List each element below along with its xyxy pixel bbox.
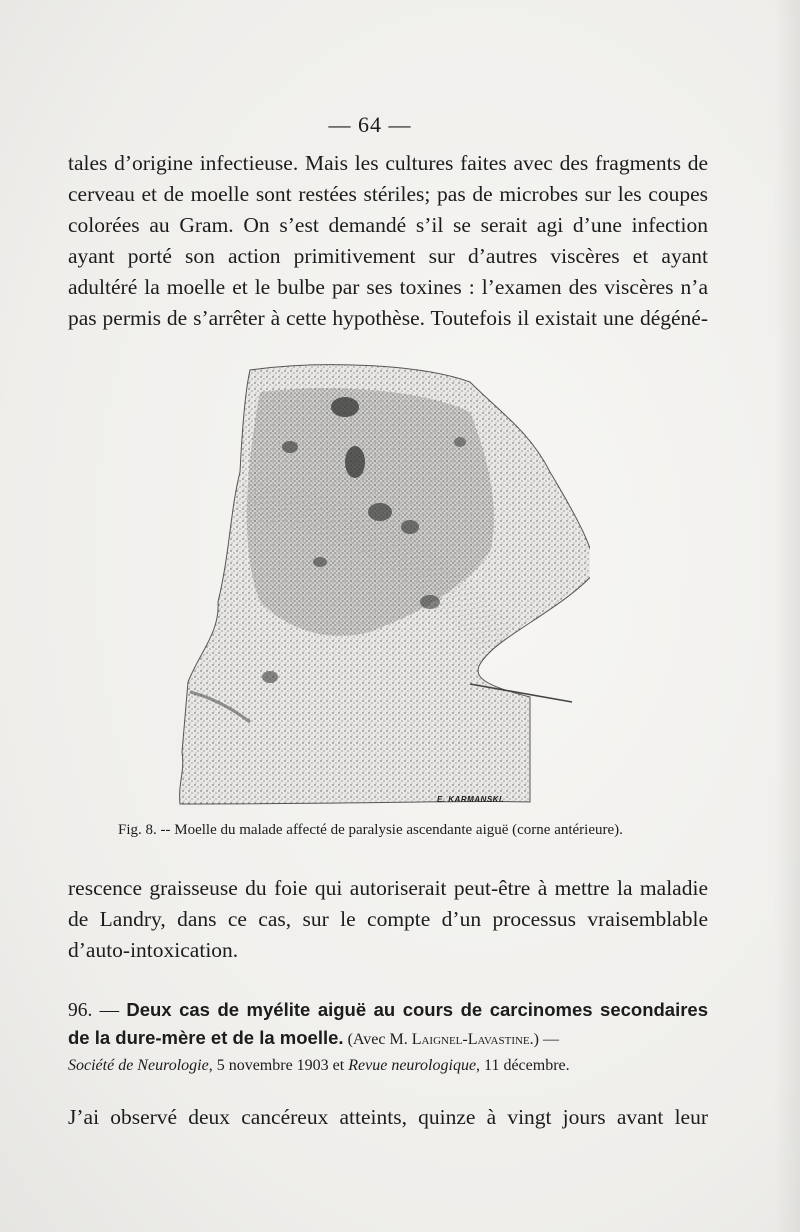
page-number: — 64 — xyxy=(328,112,412,137)
section-heading xyxy=(68,996,708,1053)
figure-spinal-cord-illustration xyxy=(170,352,590,807)
date-second: , 11 décembre. xyxy=(476,1057,570,1074)
section-96 xyxy=(68,996,708,1079)
engraver-signature: E. KARMANSKI. xyxy=(437,795,505,804)
paragraph-observation: J’ai observé deux cancéreux atteints, quinze à vingt jours avant leur xyxy=(68,1105,708,1129)
section-number: 96. xyxy=(68,1000,93,1021)
date-first: , 5 novembre 1903 et xyxy=(208,1057,349,1074)
paragraph-infection: tales d’origine infectieuse. Mais les cultures faites avec des fragments de cerveau et de moelle sont restées stériles; pas de microbes sur les coupes colorées au Gram. On s’est demandé s’il se serait agi d’une infection ayant porté son action primitivement sur d’autres viscères et ayant adultéré la moelle et le bulbe par ses toxines : l’examen des viscères n’a pas permis de s’arrêter à cette hypothèse. Toutefois il existait une dégéné- xyxy=(68,151,708,330)
section-with-prefix: (Avec M. xyxy=(343,1031,412,1048)
page-edge-shadow xyxy=(774,0,800,1232)
paragraph-landry: rescence graisseuse du foie qui autoriserait peut-être à mettre la maladie de Landry, dans ce cas, sur le compte d’un processus vraisemblable d’auto-intoxication. xyxy=(68,876,708,962)
section-coauthor: Laignel-Lavastine xyxy=(411,1031,530,1048)
section-dash: — xyxy=(92,1000,127,1021)
section-references xyxy=(68,1053,708,1079)
figure-caption: Fig. 8. -- Moelle du malade affecté de paralysie ascendante aiguë (corne antérieure). xyxy=(118,822,623,838)
journal-societe: Société de Neurologie xyxy=(68,1057,209,1074)
journal-revue: Revue neurologique xyxy=(348,1057,477,1074)
section-title: Deux cas de myélite aiguë au cours de carcinomes secondaires de la dure-mère et de la moelle. xyxy=(68,999,708,1048)
spinal-cord-section-drawing xyxy=(170,352,590,807)
section-with-suffix: .) — xyxy=(529,1031,559,1048)
